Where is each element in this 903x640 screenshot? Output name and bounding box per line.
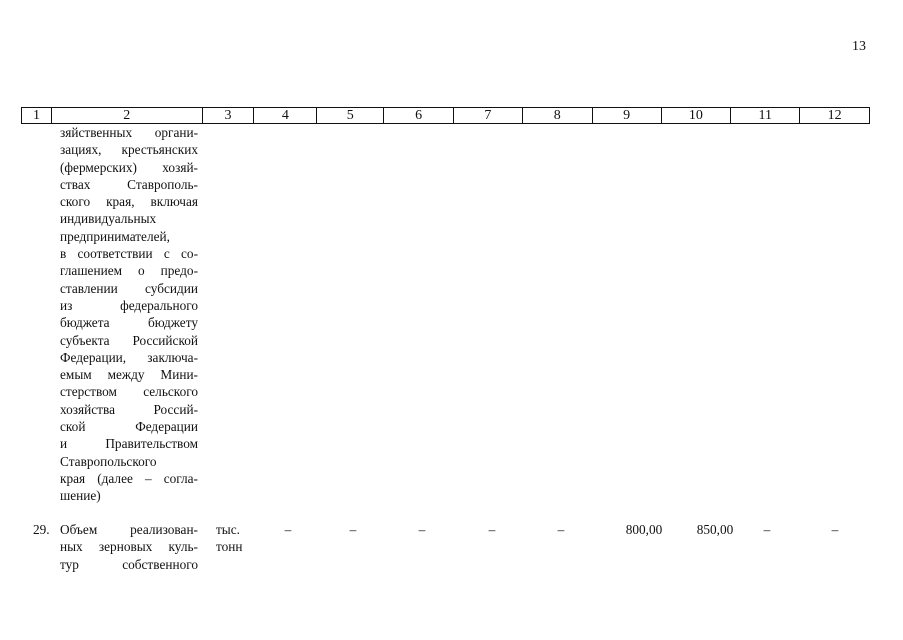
desc-line: глашением о предо- xyxy=(60,263,198,279)
desc-line: зяйственных органи- xyxy=(60,125,198,140)
value-col-8: – xyxy=(557,522,565,537)
desc-line: Федерации, заключа- xyxy=(60,349,198,365)
desc-line: емым между Мини- xyxy=(60,367,198,383)
desc-line: ставлении субсидии xyxy=(60,280,198,296)
desc-line: зациях, крестьянских xyxy=(60,142,198,158)
desc-line: стерством сельского xyxy=(60,384,198,400)
row-indicator-name xyxy=(60,521,198,573)
header-col-5: 5 xyxy=(317,108,384,123)
desc-line: в соответствии с со- xyxy=(60,246,198,262)
value-col-7: – xyxy=(488,522,496,537)
value-col-11: – xyxy=(763,522,771,537)
row-name-line: Объем реализован- xyxy=(60,522,198,537)
header-col-11: 11 xyxy=(731,108,800,123)
header-col-1: 1 xyxy=(22,108,52,123)
table-header-row xyxy=(21,107,870,124)
page-number: 13 xyxy=(852,39,866,54)
value-col-9: 800,00 xyxy=(625,522,663,537)
header-col-9: 9 xyxy=(593,108,662,123)
header-col-8: 8 xyxy=(523,108,593,123)
header-col-4: 4 xyxy=(254,108,317,123)
desc-line: ской Федерации xyxy=(60,419,198,435)
header-col-6: 6 xyxy=(384,108,454,123)
value-col-5: – xyxy=(349,522,357,537)
desc-line: ствах Ставрополь- xyxy=(60,176,198,192)
desc-line: индивидуальных xyxy=(60,211,157,227)
row-name-line: ных зерновых куль- xyxy=(60,539,198,555)
desc-line: шение) xyxy=(60,488,101,504)
value-col-6: – xyxy=(418,522,426,537)
header-col-12: 12 xyxy=(827,108,842,123)
desc-line: края (далее – согла- xyxy=(60,470,198,486)
desc-line: (фермерских) хозяй- xyxy=(60,159,198,175)
desc-line: ского края, включая xyxy=(60,194,198,210)
header-col-2: 2 xyxy=(52,108,203,123)
value-col-10: 850,00 xyxy=(696,522,734,537)
value-col-4: – xyxy=(284,522,292,537)
row-28-description-continuation xyxy=(60,124,198,505)
unit-line: тыс. xyxy=(216,522,240,537)
row-number: 29. xyxy=(33,522,50,537)
value-col-12: – xyxy=(831,522,839,537)
unit-line: тонн xyxy=(216,539,243,555)
desc-line: бюджета бюджету xyxy=(60,315,198,331)
header-col-7: 7 xyxy=(454,108,523,123)
desc-line: хозяйства Россий- xyxy=(60,401,198,417)
row-name-line: тур собственного xyxy=(60,556,198,572)
desc-line: из федерального xyxy=(60,297,198,313)
desc-line: субъекта Российской xyxy=(60,332,198,348)
desc-line: предпринимателей, xyxy=(60,228,170,244)
desc-line: Ставропольского xyxy=(60,453,157,469)
header-col-10: 10 xyxy=(662,108,732,123)
desc-line: и Правительством xyxy=(60,436,198,452)
row-unit xyxy=(216,521,256,556)
header-col-3: 3 xyxy=(203,108,255,123)
